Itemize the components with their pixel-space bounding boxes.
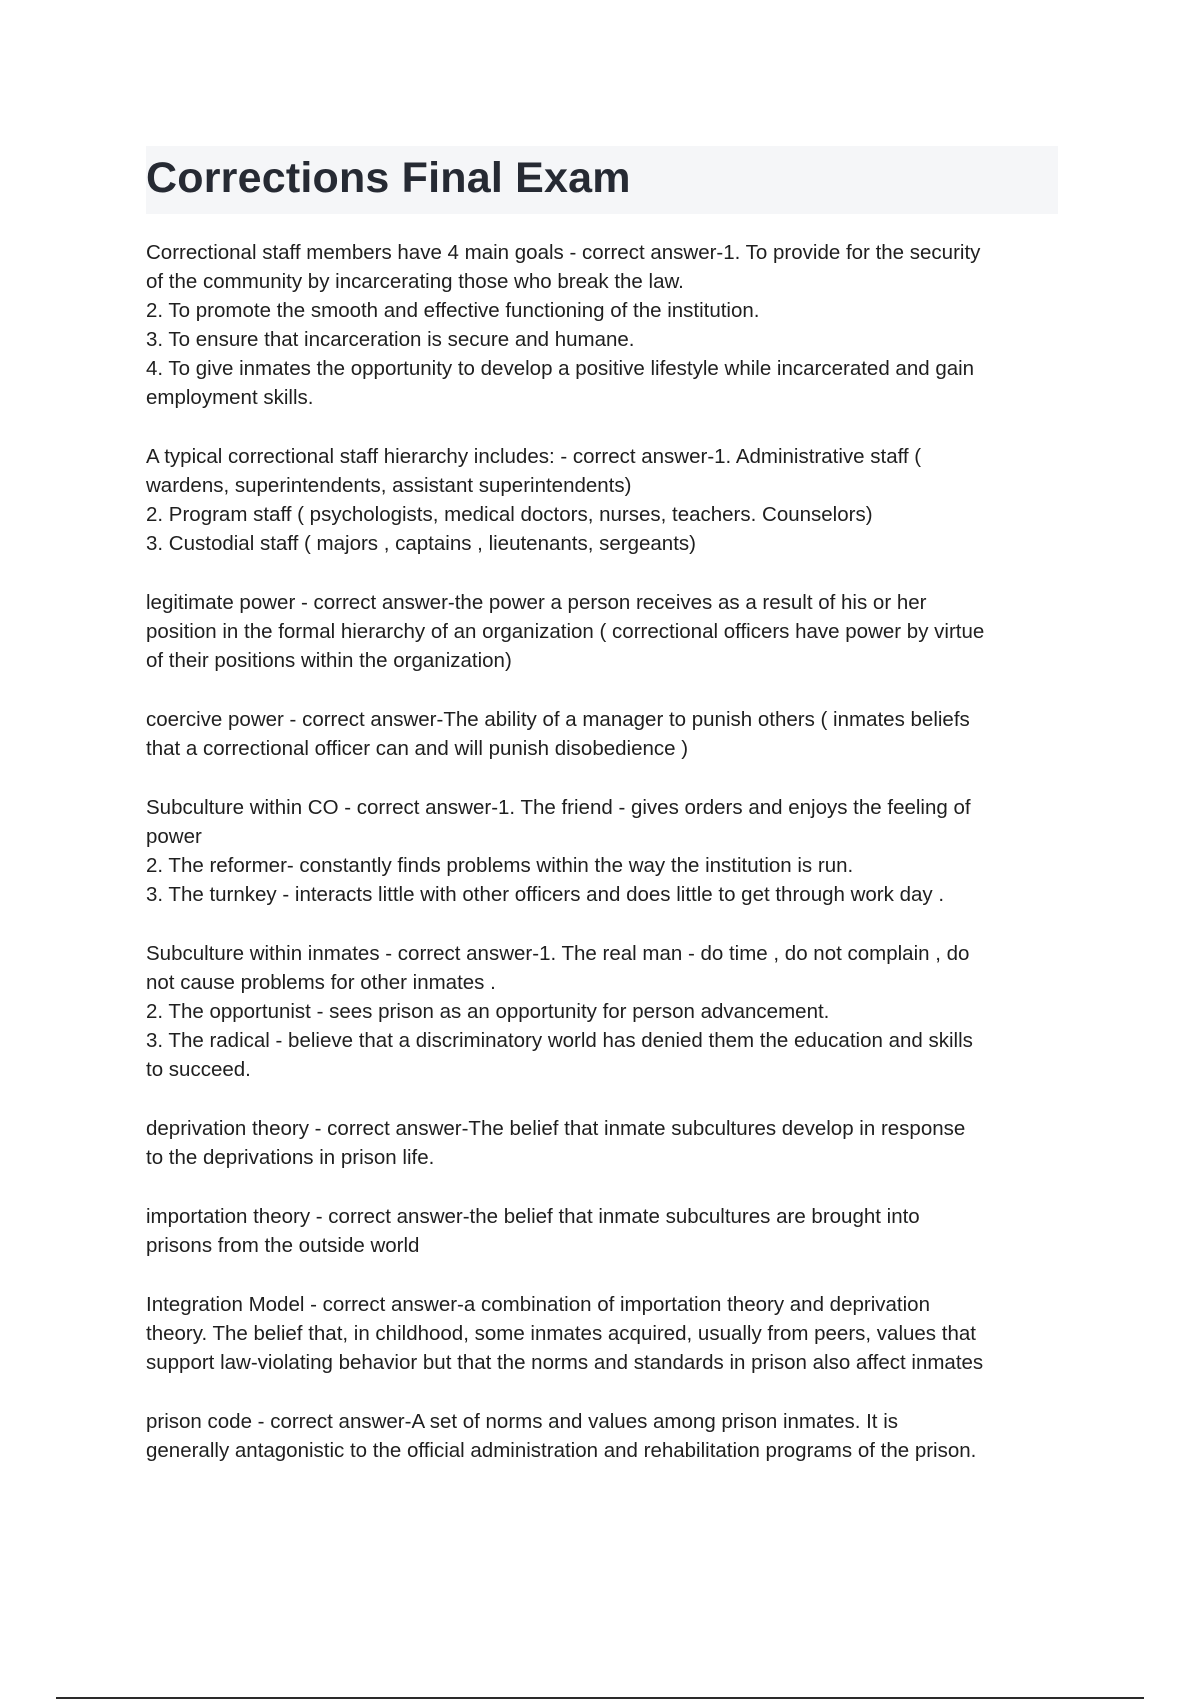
entry-subculture-inmates: [146, 939, 1058, 1084]
text-line: Correctional staff members have 4 main goals - correct answer-1. To provide for the security: [146, 241, 981, 264]
text-line: legitimate power - correct answer-the power a person receives as a result of his or her: [146, 591, 927, 614]
text-line: Integration Model - correct answer-a combination of importation theory and deprivation: [146, 1293, 930, 1316]
document-body: [146, 238, 1058, 1495]
text-line: prison code - correct answer-A set of norms and values among prison inmates. It is: [146, 1410, 899, 1433]
text-line: support law-violating behavior but that the norms and standards in prison also affect inmates: [146, 1351, 984, 1374]
text-line: theory. The belief that, in childhood, some inmates acquired, usually from peers, values that: [146, 1322, 976, 1345]
text-line: Subculture within CO - correct answer-1. The friend - gives orders and enjoys the feeling of: [146, 796, 971, 819]
text-line: coercive power - correct answer-The ability of a manager to punish others ( inmates beliefs: [146, 708, 970, 731]
page-title: Corrections Final Exam: [146, 154, 631, 202]
entry-legitimate-power: [146, 588, 1058, 675]
text-line: of their positions within the organization): [146, 649, 512, 672]
footer-divider: [56, 1697, 1144, 1699]
text-line: power: [146, 825, 202, 848]
entry-staff-goals: [146, 238, 1058, 412]
text-line: 2. Program staff ( psychologists, medical doctors, nurses, teachers. Counselors): [146, 503, 873, 526]
text-line: 2. The opportunist - sees prison as an opportunity for person advancement.: [146, 1000, 830, 1023]
text-line: to succeed.: [146, 1058, 251, 1081]
text-line: 3. Custodial staff ( majors , captains , lieutenants, sergeants): [146, 532, 696, 555]
text-line: wardens, superintendents, assistant superintendents): [146, 474, 632, 497]
text-line: to the deprivations in prison life.: [146, 1146, 435, 1169]
text-line: prisons from the outside world: [146, 1234, 420, 1257]
entry-deprivation-theory: [146, 1114, 1058, 1172]
text-line: that a correctional officer can and will punish disobedience ): [146, 737, 689, 760]
text-line: not cause problems for other inmates .: [146, 971, 496, 994]
text-line: deprivation theory - correct answer-The belief that inmate subcultures develop in response: [146, 1117, 966, 1140]
text-line: 2. The reformer- constantly finds problems within the way the institution is run.: [146, 854, 854, 877]
entry-prison-code: [146, 1407, 1058, 1465]
text-line: position in the formal hierarchy of an organization ( correctional officers have power by virtue: [146, 620, 985, 643]
entry-integration-model: [146, 1290, 1058, 1377]
text-line: 3. The turnkey - interacts little with other officers and does little to get through work day .: [146, 883, 945, 906]
text-line: of the community by incarcerating those who break the law.: [146, 270, 684, 293]
title-band: [146, 146, 1058, 214]
text-line: 4. To give inmates the opportunity to develop a positive lifestyle while incarcerated and gain: [146, 357, 975, 380]
entry-subculture-co: [146, 793, 1058, 909]
entry-staff-hierarchy: [146, 442, 1058, 558]
text-line: 2. To promote the smooth and effective functioning of the institution.: [146, 299, 760, 322]
text-line: employment skills.: [146, 386, 314, 409]
text-line: 3. The radical - believe that a discriminatory world has denied them the education and skills: [146, 1029, 973, 1052]
text-line: A typical correctional staff hierarchy includes: - correct answer-1. Administrative staff (: [146, 445, 922, 468]
text-line: generally antagonistic to the official administration and rehabilitation programs of the prison.: [146, 1439, 977, 1462]
text-line: importation theory - correct answer-the belief that inmate subcultures are brought into: [146, 1205, 920, 1228]
text-line: 3. To ensure that incarceration is secure and humane.: [146, 328, 635, 351]
entry-coercive-power: [146, 705, 1058, 763]
text-line: Subculture within inmates - correct answer-1. The real man - do time , do not complain , do: [146, 942, 970, 965]
entry-importation-theory: [146, 1202, 1058, 1260]
